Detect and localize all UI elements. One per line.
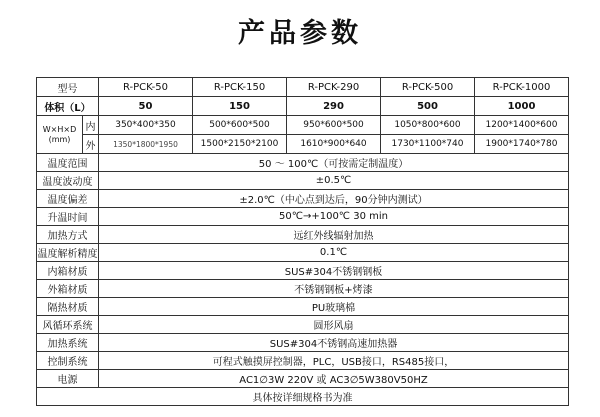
- spec-row: [37, 298, 569, 316]
- spec-value: SUS#304不锈钢钢板: [99, 262, 569, 280]
- spec-label: 隔热材质: [37, 298, 99, 316]
- volume-value: 1000: [475, 97, 569, 116]
- spec-label: 内箱材质: [37, 262, 99, 280]
- model-header-label: 型号: [37, 78, 99, 97]
- spec-value: 不锈钢钢板+烤漆: [99, 280, 569, 298]
- outer-dimension: 1730*1100*740: [381, 135, 475, 154]
- volume-value: 150: [193, 97, 287, 116]
- spec-value: SUS#304不锈钢高速加热器: [99, 334, 569, 352]
- spec-label: 电源: [37, 370, 99, 388]
- model-name: R-PCK-500: [381, 78, 475, 97]
- outer-dimension-row: [37, 135, 569, 154]
- spec-row: [37, 172, 569, 190]
- inner-dimension: 1200*1400*600: [475, 116, 569, 135]
- inner-dimension: 950*600*500: [287, 116, 381, 135]
- spec-row: [37, 334, 569, 352]
- spec-label: 风循环系统: [37, 316, 99, 334]
- spec-table: [36, 77, 569, 406]
- footer-note: 具体按详细规格书为准: [37, 388, 569, 406]
- spec-label: 加热方式: [37, 226, 99, 244]
- outer-dimension: 1900*1740*780: [475, 135, 569, 154]
- model-name: R-PCK-290: [287, 78, 381, 97]
- spec-value: 50 ～ 100℃（可按需定制温度）: [99, 154, 569, 172]
- footer-row: [37, 388, 569, 406]
- inner-dimension-row: [37, 116, 569, 135]
- volume-row: [37, 97, 569, 116]
- page-title: 产品参数: [238, 18, 362, 49]
- volume-value: 290: [287, 97, 381, 116]
- spec-row: [37, 262, 569, 280]
- spec-row: [37, 244, 569, 262]
- outer-dimension: 1350*1800*1950: [99, 135, 193, 154]
- spec-label: 外箱材质: [37, 280, 99, 298]
- spec-label: 升温时间: [37, 208, 99, 226]
- inner-dimension: 350*400*350: [99, 116, 193, 135]
- inner-label: 内: [83, 116, 99, 135]
- spec-row: [37, 226, 569, 244]
- volume-label: 体积（L）: [37, 97, 99, 116]
- spec-value: 远红外线辐射加热: [99, 226, 569, 244]
- spec-value: 可程式触摸屏控制器，PLC，USB接口，RS485接口，: [99, 352, 569, 370]
- spec-label: 温度偏差: [37, 190, 99, 208]
- spec-row: [37, 208, 569, 226]
- spec-value: 圆形风扇: [99, 316, 569, 334]
- inner-dimension: 1050*800*600: [381, 116, 475, 135]
- dimension-label: W×H×D (mm): [37, 116, 83, 154]
- outer-label: 外: [83, 135, 99, 154]
- spec-value: 0.1℃: [99, 244, 569, 262]
- volume-value: 50: [99, 97, 193, 116]
- model-header-row: [37, 78, 569, 97]
- spec-row: [37, 190, 569, 208]
- spec-value: 50℃→+100℃ 30 min: [99, 208, 569, 226]
- spec-row: [37, 370, 569, 388]
- spec-label: 加热系统: [37, 334, 99, 352]
- spec-row: [37, 154, 569, 172]
- spec-row: [37, 316, 569, 334]
- spec-label: 温度范围: [37, 154, 99, 172]
- spec-row: [37, 352, 569, 370]
- spec-row: [37, 280, 569, 298]
- spec-label: 温度波动度: [37, 172, 99, 190]
- outer-dimension: 1610*900*640: [287, 135, 381, 154]
- model-name: R-PCK-1000: [475, 78, 569, 97]
- inner-dimension: 500*600*500: [193, 116, 287, 135]
- spec-label: 控制系统: [37, 352, 99, 370]
- spec-value: PU玻璃棉: [99, 298, 569, 316]
- spec-value: AC1∅3W 220V 或 AC3∅5W380V50HZ: [99, 370, 569, 388]
- model-name: R-PCK-150: [193, 78, 287, 97]
- spec-value: ±2.0℃（中心点到达后，90分钟内测试）: [99, 190, 569, 208]
- spec-value: ±0.5℃: [99, 172, 569, 190]
- spec-label: 温度解析精度: [37, 244, 99, 262]
- model-name: R-PCK-50: [99, 78, 193, 97]
- outer-dimension: 1500*2150*2100: [193, 135, 287, 154]
- volume-value: 500: [381, 97, 475, 116]
